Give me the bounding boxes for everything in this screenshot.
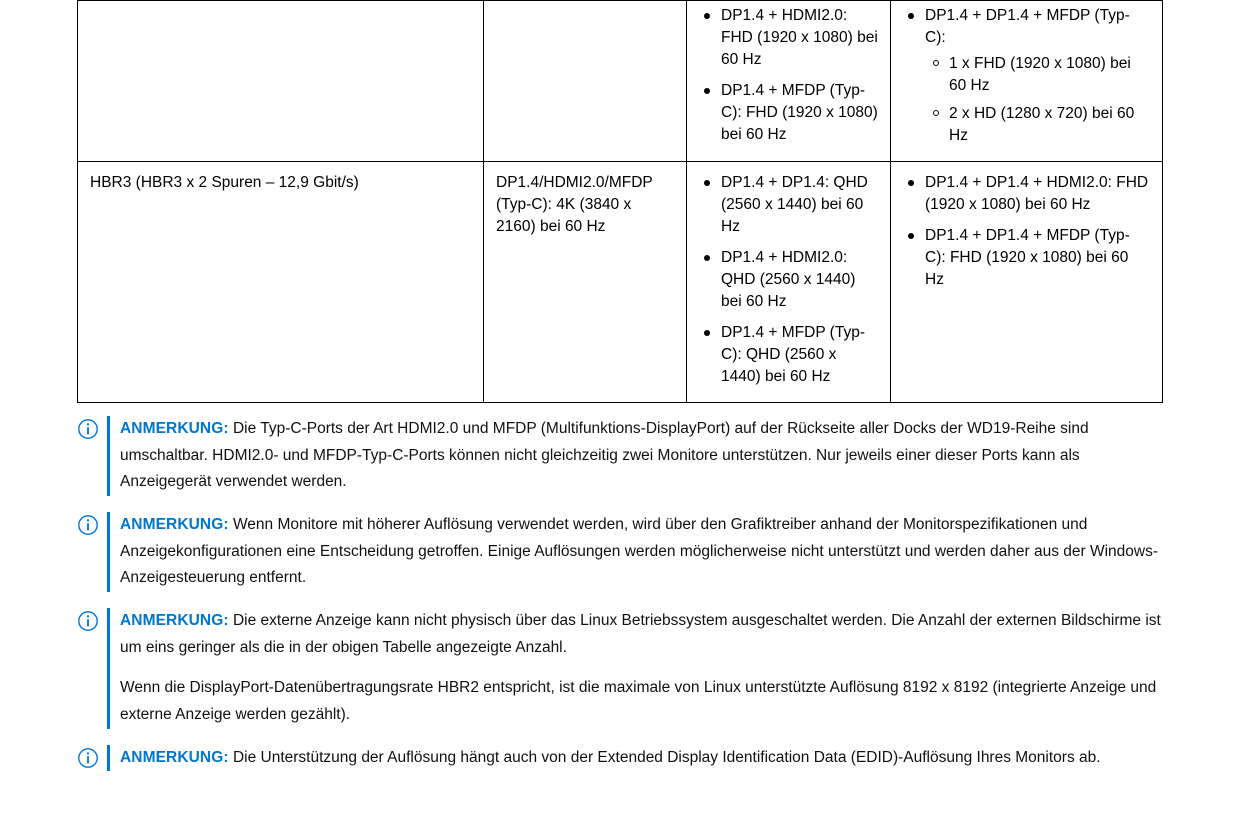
cell-dual-display <box>687 162 891 403</box>
list-item <box>721 172 878 238</box>
list-item-text: DP1.4 + MFDP (Typ-C): QHD (2560 x 1440) bei 60 Hz <box>721 324 865 385</box>
list-item <box>721 322 878 388</box>
sub-list-item-text: 2 x HD (1280 x 720) bei 60 Hz <box>949 105 1135 144</box>
note-item <box>77 416 1167 496</box>
list-item-text: DP1.4 + DP1.4 + HDMI2.0: FHD (1920 x 1080) bei 60 Hz <box>925 174 1149 213</box>
list-item-text: DP1.4 + HDMI2.0: QHD (2560 x 1440) bei 60 Hz <box>721 249 856 310</box>
note-item <box>77 608 1167 729</box>
info-icon <box>77 747 99 769</box>
cell-bandwidth: HBR3 (HBR3 x 2 Spuren – 12,9 Gbit/s) <box>78 162 484 403</box>
list-item-text: DP1.4 + HDMI2.0: FHD (1920 x 1080) bei 60 Hz <box>721 7 878 68</box>
sub-list-item <box>949 53 1150 97</box>
note-text: Wenn Monitore mit höherer Auflösung verwendet werden, wird über den Grafiktreiber anhand der Monitorspezifikationen und Anzeigekonfigurationen eine Entscheidung getroffen. Einige Auflösungen werden möglicherweise nicht unterstützt und werden daher aus der Windows-Anzeigesteuerung entfernt. <box>120 515 1159 587</box>
note-label: ANMERKUNG: <box>120 748 229 766</box>
note-label: ANMERKUNG: <box>120 611 229 629</box>
note-text: Die Typ-C-Ports der Art HDMI2.0 und MFDP (Multifunktions-DisplayPort) auf der Rückseite aller Docks der WD19-Reihe sind umschaltbar. HDMI2.0- und MFDP-Typ-C-Ports können nicht gleichzeitig zwei Monitore unterstützen. Nur jeweils einer dieser Ports kann als Anzeigegerät verwendet werden. <box>120 420 1089 491</box>
list-item <box>925 225 1150 291</box>
list-item <box>721 247 878 313</box>
sub-list-item <box>949 103 1150 147</box>
note-item <box>77 512 1167 592</box>
note-text: Die externe Anzeige kann nicht physisch über das Linux Betriebssystem ausgeschaltet werden. Die Anzahl der externen Bildschirme ist um eins geringer als die in der obigen Tabelle angezeigte Anzahl. <box>120 611 1161 656</box>
note-text: Die Unterstützung der Auflösung hängt auch von der Extended Display Identification Data (EDID)-Auflösung Ihres Monitors ab. <box>228 748 1101 766</box>
list-item-text: DP1.4 + MFDP (Typ-C): FHD (1920 x 1080) bei 60 Hz <box>721 82 878 143</box>
note-label: ANMERKUNG: <box>120 515 229 533</box>
list-item <box>925 172 1150 216</box>
info-icon <box>77 610 99 632</box>
note-body <box>107 608 1167 729</box>
list-item-text: DP1.4 + DP1.4 + MFDP (Typ-C): FHD (1920 x 1080) bei 60 Hz <box>925 227 1130 288</box>
list-item <box>925 5 1150 147</box>
note-body <box>107 745 1167 772</box>
info-icon <box>77 514 99 536</box>
note-label: ANMERKUNG: <box>120 420 229 437</box>
cell-single-display <box>484 1 687 162</box>
table-row <box>78 1 1163 162</box>
cell-dual-display <box>687 1 891 162</box>
cell-bandwidth <box>78 1 484 162</box>
sub-list-item-text: 1 x FHD (1920 x 1080) bei 60 Hz <box>949 55 1131 94</box>
cell-triple-display <box>891 1 1163 162</box>
note-body <box>107 512 1167 592</box>
cell-single-display: DP1.4/HDMI2.0/MFDP (Typ-C): 4K (3840 x 2160) bei 60 Hz <box>484 162 687 403</box>
note-item <box>77 745 1167 772</box>
list-item <box>721 80 878 146</box>
cell-triple-display <box>891 162 1163 403</box>
table-row <box>78 162 1163 403</box>
notes-section <box>77 416 1167 771</box>
list-item-text: DP1.4 + DP1.4 + MFDP (Typ-C): <box>925 7 1130 46</box>
note-second-paragraph: Wenn die DisplayPort-Datenübertragungsrate HBR2 entspricht, ist die maximale von Linux unterstützte Auflösung 8192 x 8192 (integrierte Anzeige und externe Anzeige werden gezählt). <box>120 679 1157 723</box>
note-body <box>107 416 1167 496</box>
list-item-text: DP1.4 + DP1.4: QHD (2560 x 1440) bei 60 Hz <box>721 174 868 235</box>
display-resolution-table <box>77 0 1163 403</box>
list-item <box>721 5 878 71</box>
info-icon <box>77 418 99 440</box>
